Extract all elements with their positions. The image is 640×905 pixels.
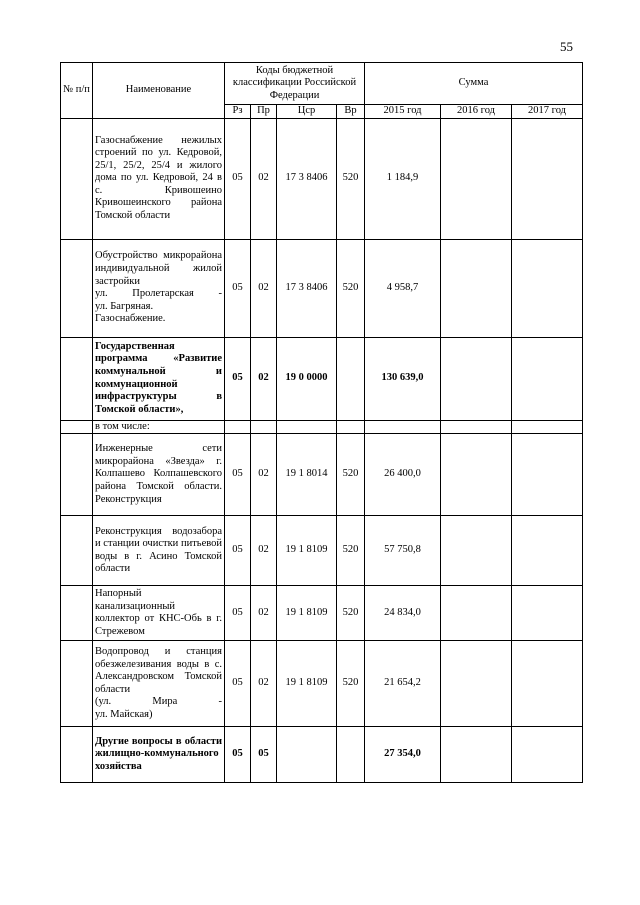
row-name-line: ул. Майская) bbox=[95, 708, 153, 720]
header-pr: Пр bbox=[251, 105, 277, 119]
row-vr: 520 bbox=[337, 118, 365, 239]
row-name-line: Газоснабжение. bbox=[95, 313, 166, 325]
table-row bbox=[61, 118, 583, 239]
row-csr: 19 1 8014 bbox=[277, 434, 337, 516]
row-rz: 05 bbox=[225, 516, 251, 586]
row-2017 bbox=[512, 118, 583, 239]
row-pr: 02 bbox=[251, 516, 277, 586]
row-rz: 05 bbox=[225, 239, 251, 337]
row-pr: 02 bbox=[251, 239, 277, 337]
row-name: в том числе: bbox=[93, 420, 225, 434]
row-rz: 05 bbox=[225, 641, 251, 727]
header-csr: Цср bbox=[277, 105, 337, 119]
row-rz: 05 bbox=[225, 586, 251, 641]
row-2015: 24 834,0 bbox=[365, 586, 441, 641]
header-2017: 2017 год bbox=[512, 105, 583, 119]
row-2017 bbox=[512, 727, 583, 783]
row-name-line: ул. Пролетарская - bbox=[95, 288, 222, 300]
row-csr: 17 3 8406 bbox=[277, 118, 337, 239]
row-2016 bbox=[441, 727, 512, 783]
page-number: 55 bbox=[560, 39, 573, 54]
row-2017 bbox=[512, 641, 583, 727]
table-row bbox=[61, 586, 583, 641]
row-name: Газоснабжение нежилых строений по ул. Кедровой, 25/1, 25/2, 25/4 и жилого дома по ул. Кедровой, 24 в с. Кривошеино Кривошеинского района Томской области bbox=[93, 118, 225, 239]
row-2015: 57 750,8 bbox=[365, 516, 441, 586]
row-name: Напорный канализационный коллектор от КНС-Обь в г. Стрежевом bbox=[93, 586, 225, 641]
table-row bbox=[61, 641, 583, 727]
table-row bbox=[61, 420, 583, 434]
row-2017 bbox=[512, 337, 583, 420]
row-vr: 520 bbox=[337, 641, 365, 727]
row-2016 bbox=[441, 239, 512, 337]
row-2015: 26 400,0 bbox=[365, 434, 441, 516]
header-codes: Коды бюджетной классификации Российской Федерации bbox=[225, 63, 365, 105]
row-csr bbox=[277, 727, 337, 783]
table-row bbox=[61, 239, 583, 337]
row-pr: 02 bbox=[251, 118, 277, 239]
header-vr: Вр bbox=[337, 105, 365, 119]
row-name-line: ул. Багряная. bbox=[95, 300, 154, 312]
header-rz: Рз bbox=[225, 105, 251, 119]
row-csr: 19 1 8109 bbox=[277, 641, 337, 727]
row-name-line: (ул. Мира - bbox=[95, 696, 222, 708]
row-2017 bbox=[512, 434, 583, 516]
header-2015: 2015 год bbox=[365, 105, 441, 119]
row-rz: 05 bbox=[225, 434, 251, 516]
row-name: Инженерные сети микрорайона «Звезда» г. Колпашево Колпашевского района Томской области. Реконструкция bbox=[93, 434, 225, 516]
table-row bbox=[61, 434, 583, 516]
row-vr: 520 bbox=[337, 239, 365, 337]
row-2017 bbox=[512, 516, 583, 586]
row-name bbox=[93, 239, 225, 337]
row-vr: 520 bbox=[337, 516, 365, 586]
table-row bbox=[61, 516, 583, 586]
header-name: Наименование bbox=[93, 63, 225, 119]
row-name: Государственная программа «Развитие коммунальной и коммунационной инфраструктуры в Томской области», bbox=[93, 337, 225, 420]
header-2016: 2016 год bbox=[441, 105, 512, 119]
budget-table bbox=[60, 62, 583, 783]
row-vr: 520 bbox=[337, 586, 365, 641]
row-name-line: Обустройство микрорайона индивидуальной жилой застройки bbox=[95, 250, 222, 287]
row-rz: 05 bbox=[225, 337, 251, 420]
row-pr: 05 bbox=[251, 727, 277, 783]
row-name bbox=[93, 641, 225, 727]
row-2015: 21 654,2 bbox=[365, 641, 441, 727]
row-vr: 520 bbox=[337, 434, 365, 516]
row-2015: 4 958,7 bbox=[365, 239, 441, 337]
row-2015: 1 184,9 bbox=[365, 118, 441, 239]
row-csr: 19 0 0000 bbox=[277, 337, 337, 420]
row-2015: 130 639,0 bbox=[365, 337, 441, 420]
row-csr: 19 1 8109 bbox=[277, 516, 337, 586]
header-num: № п/п bbox=[61, 63, 93, 119]
row-2017 bbox=[512, 586, 583, 641]
row-vr bbox=[337, 727, 365, 783]
row-pr: 02 bbox=[251, 434, 277, 516]
row-vr bbox=[337, 337, 365, 420]
row-2017 bbox=[512, 239, 583, 337]
row-pr: 02 bbox=[251, 641, 277, 727]
row-2015: 27 354,0 bbox=[365, 727, 441, 783]
row-2016 bbox=[441, 641, 512, 727]
row-name: Реконструкция водозабора и станции очистки питьевой воды в г. Асино Томской области bbox=[93, 516, 225, 586]
row-2016 bbox=[441, 434, 512, 516]
row-pr: 02 bbox=[251, 586, 277, 641]
row-pr: 02 bbox=[251, 337, 277, 420]
row-rz: 05 bbox=[225, 118, 251, 239]
row-name: Другие вопросы в области жилищно-коммунального хозяйства bbox=[93, 727, 225, 783]
row-2016 bbox=[441, 118, 512, 239]
header-sum: Сумма bbox=[365, 63, 583, 105]
row-name-line: Водопровод и станция обезжелезивания воды в с. Александровском Томской области bbox=[95, 645, 222, 695]
table-row bbox=[61, 727, 583, 783]
row-2016 bbox=[441, 586, 512, 641]
row-csr: 17 3 8406 bbox=[277, 239, 337, 337]
row-rz: 05 bbox=[225, 727, 251, 783]
row-csr: 19 1 8109 bbox=[277, 586, 337, 641]
row-2016 bbox=[441, 516, 512, 586]
table-row bbox=[61, 337, 583, 420]
row-2016 bbox=[441, 337, 512, 420]
